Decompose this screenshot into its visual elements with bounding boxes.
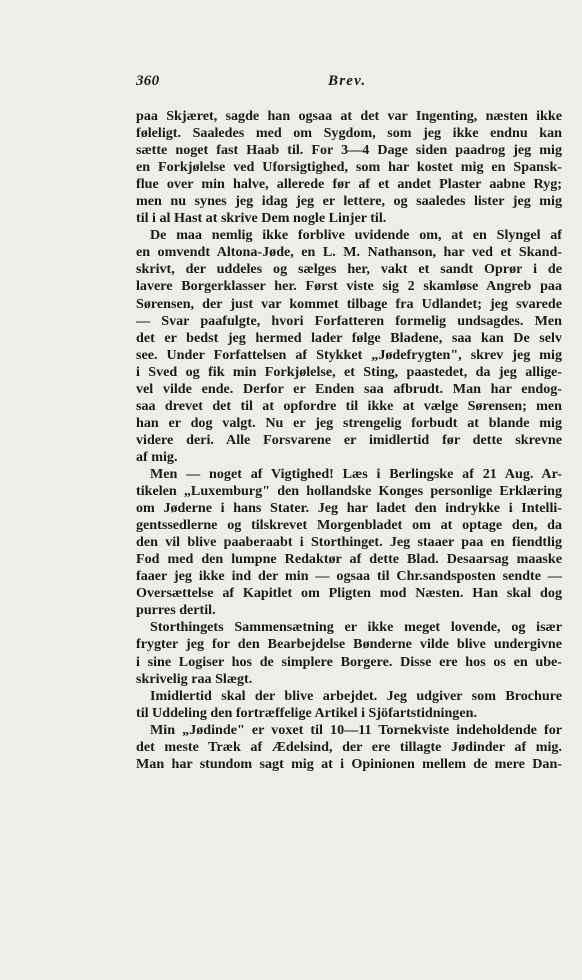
text-line: han er dog valgt. Nu er jeg strengelig forbudt at blande mig [136,414,562,431]
text-line: Man har stundom sagt mig at i Opinionen mellem de mere Dan- [136,755,562,772]
text-line: frygter jeg for den Bearbejdelse Bønderne vilde blive undergivne [136,636,562,653]
text-line: Imidlertid skal der blive arbejdet. Jeg udgiver som Brochure [150,687,562,704]
text-line: vel vilde ende. Derfor er Enden saa afbrudt. Man har endog- [136,380,562,397]
text-line: Men — noget af Vigtighed! Læs i Berlingske af 21 Aug. Ar- [150,465,562,482]
text-line: i Sved og fik min Forkjølelse, et Sting, paastedet, da jeg allige- [136,363,562,380]
text-line: i sine Logiser hos de simplere Borgere. Disse ere hos os en ube- [136,653,562,670]
text-line: De maa nemlig ikke forblive uvidende om, at en Slyngel af [150,227,562,244]
body-text [136,108,562,773]
text-line: en Forkjølelse ved Uforsigtighed, som har kostet mig en Spansk- [136,159,562,176]
text-line: Sørensen, der just var kommet tilbage fra Udlandet; jeg svarede [136,295,562,312]
text-line: Min „Jødinde" er voxet til 10—11 Tornekviste indeholdende for [150,721,562,738]
text-line: men nu synes jeg idag jeg er lettere, og saaledes lister jeg mig [136,193,562,210]
text-line: til i al Hast at skrive Dem nogle Linjer til. [136,210,387,227]
text-line: see. Under Forfattelsen af Stykket „Jødefrygten", skrev jeg mig [136,346,562,363]
text-line: purres dertil. [136,602,216,619]
text-line: paa Skjæret, sagde han ogsaa at det var Ingenting, næsten ikke [136,108,562,124]
page-number: 360 [136,73,160,89]
text-line: saa drevet det til at opfordre til ikke at vælge Sørensen; men [136,397,562,414]
text-line: gentssedlerne og tilskrevet Morgenbladet om at optage den, da [136,517,562,534]
text-line: tikelen „Luxemburg" den hollandske Konges personlige Erklæring [136,483,562,500]
text-line: det meste Træk af Ædelsind, der ere tillagte Jødinder af mig. [136,738,562,755]
text-line: Storthingets Sammensætning er ikke meget lovende, og især [150,619,562,636]
text-line: Oversættelse af Kapitlet om Pligten mod Næsten. Han skal dog [136,585,562,602]
text-line: flue over min halve, allerede før af et andet Plaster aabne Ryg; [136,176,562,193]
text-line: om Jøderne i hans Stater. Jeg har ladet den indrykke i Intelli- [136,500,562,517]
running-head [136,73,562,95]
text-line: skrivelig raa Slægt. [136,670,253,687]
text-line: lavere Borgerklasser her. Først viste sig 2 skamløse Angreb paa [136,278,562,295]
text-line: — Svar paafulgte, hvori Forfatteren formelig undsagdes. Men [136,312,562,329]
text-line: skrivt, der uddeles og sælges her, vakt et sandt Oprør i de [136,261,562,278]
text-line: den vil blive paaberaabt i Storthinget. Jeg staaer paa en fiendtlig [136,534,562,551]
text-line: det er bedst jeg hermed lader følge Bladene, saa kan De selv [136,329,562,346]
running-title: Brev. [328,73,367,89]
text-line: en omvendt Altona-Jøde, en L. M. Nathanson, har ved et Skand- [136,244,562,261]
text-line: til Uddeling den fortræffelige Artikel i Sjöfartstidningen. [136,704,477,721]
text-line: faaer jeg ikke ind der min — ogsaa til Chr.sandsposten sendte — [136,568,562,585]
text-line: videre deri. Alle Forsvarene er imidlertid før dette skrevne [136,431,562,448]
text-line: sætte noget fast Haab til. For 3—4 Dage siden paadrog jeg mig [136,142,562,159]
text-line: Fod med den lumpne Redaktør af dette Blad. Desaarsag maaske [136,551,562,568]
text-line: føleligt. Saaledes med om Sygdom, som jeg ikke endnu kan [136,125,562,142]
text-line: af mig. [136,448,178,465]
